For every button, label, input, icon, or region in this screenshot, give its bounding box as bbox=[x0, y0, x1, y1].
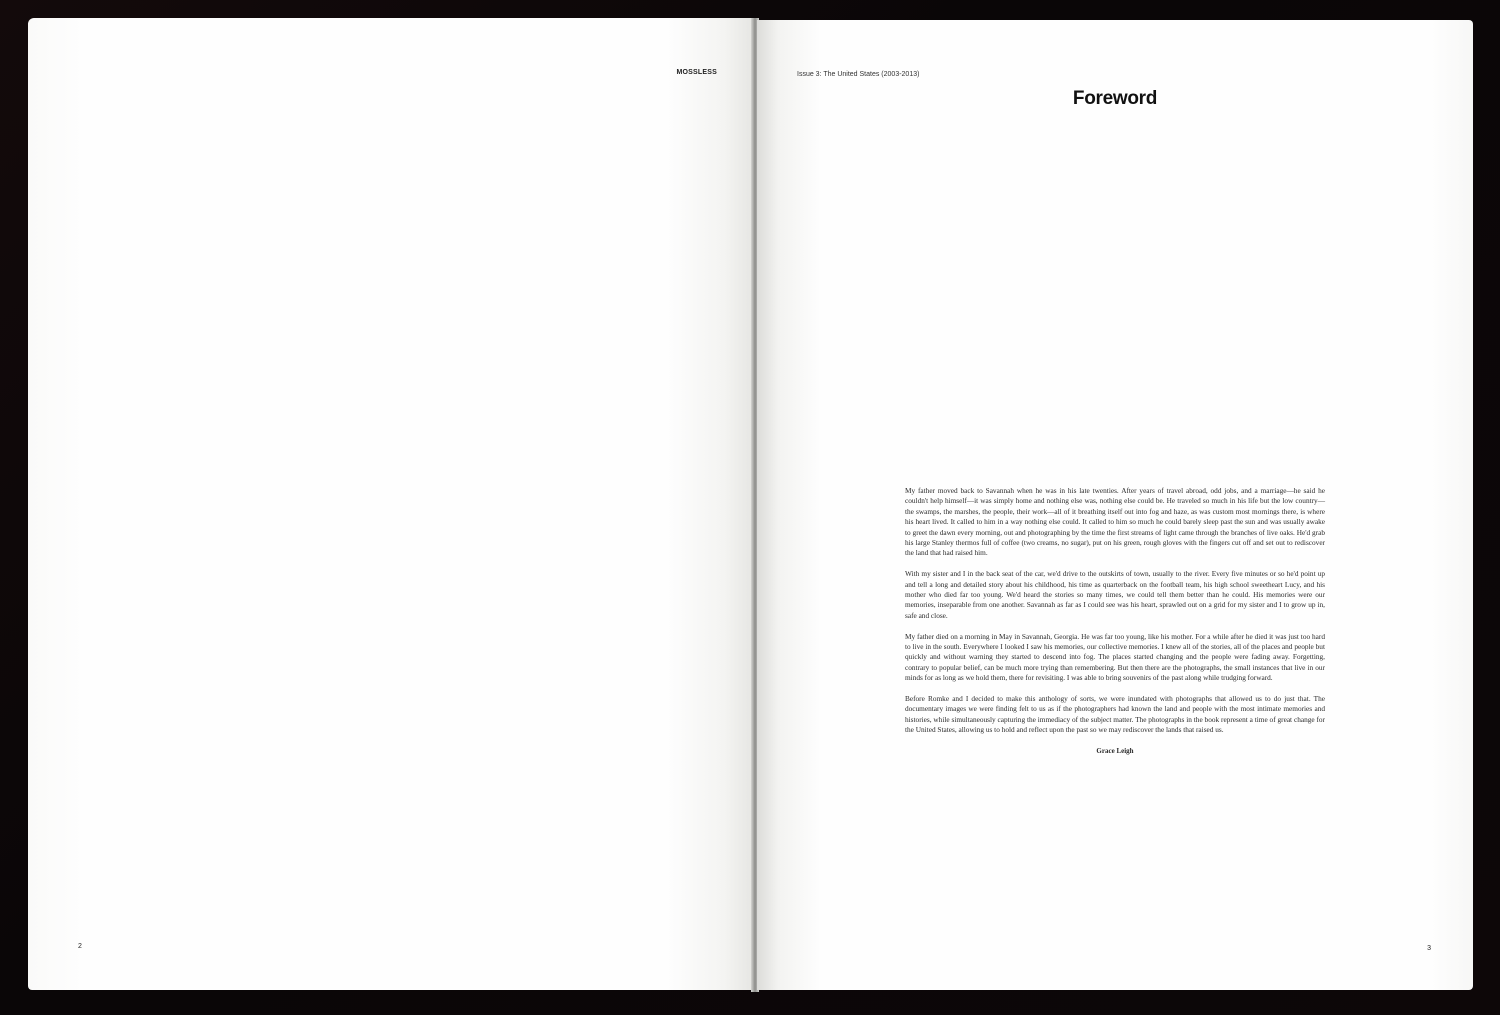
left-page bbox=[28, 18, 753, 990]
author-signature: Grace Leigh bbox=[1096, 747, 1134, 756]
page-number-right: 3 bbox=[1427, 945, 1431, 952]
running-head-left: MOSSLESS bbox=[676, 69, 717, 76]
body-paragraph: Before Romke and I decided to make this anthology of sorts, we were inundated with photographs that allowed us to do just that. The documentary images we were finding felt to us as if the photographers had known the land and people with the most intimate memories and histories, while simultaneously capturing the immediacy of the subject matter. The photographs in the book represent a time of great change for the United States, allowing us to hold and reflect upon the past so we may rediscover the lands that raised us. bbox=[905, 694, 1325, 735]
foreword-body bbox=[905, 486, 1325, 757]
running-head-right: Issue 3: The United States (2003-2013) bbox=[797, 71, 920, 78]
page-title: Foreword bbox=[1072, 88, 1158, 109]
body-paragraph: With my sister and I in the back seat of the car, we'd drive to the outskirts of town, usually to the river. Every five minutes or so he'd point up and tell a long and detailed story about his childhood, his time as quarterback on the football team, his high school sweetheart Lucy, and his mother who died far too young. We'd heard the stories so many times, we could tell them better than he could. His memories were our memories, inseparable from one another. Savannah as far as I could see was his heart, sprawled out on a grid for my sister and I to grow up in, safe and close. bbox=[905, 569, 1325, 620]
body-paragraph: My father died on a morning in May in Savannah, Georgia. He was far too young, like his mother. For a while after he died it was just too hard to live in the south. Everywhere I looked I saw his memories, our collective memories. I knew all of the stories, all of the places and people but quickly and without warning they started to descend into fog. The places started changing and the people were fading away. Forgetting, contrary to popular belief, can be much more trying than remembering. But then there are the photographs, the small instances that live in our minds for as long as we hold them, there for revisiting. I was able to bring souvenirs of the past along while trudging forward. bbox=[905, 631, 1325, 683]
body-paragraph: My father moved back to Savannah when he was in his late twenties. After years of travel abroad, odd jobs, and a marriage—he said he couldn't help himself—it was simply home and nothing else was, nothing else could be. He traveled so much in his life but the low country—the swamps, the marshes, the people, their work—all of it breathing itself out into fog and haze, as was custom most mornings there, is where his heart lived. It called to him in a way nothing else could. It called to him so much he could barely sleep past the sun and was usually awake to greet the dawn every morning, out and photographing by the time the first streams of light came through the branches of live oaks. He'd grab his large Stanley thermos full of coffee (two creams, no sugar), put on his green, rough gloves with the fingers cut off and set out to rediscover the land that had raised him. bbox=[905, 486, 1325, 558]
right-page bbox=[757, 20, 1473, 990]
page-number-left: 2 bbox=[78, 943, 82, 950]
